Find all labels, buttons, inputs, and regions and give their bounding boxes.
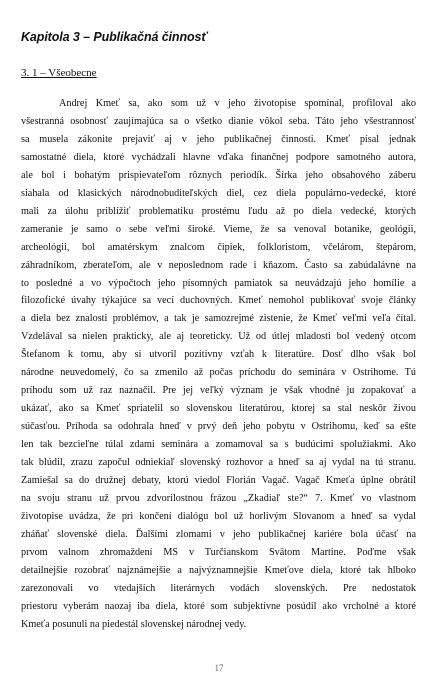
body-text: [21, 95, 416, 634]
text-line: súčasťou. Príhoda sa odohrala hneď v prvý deň jeho pobytu v Ostrihomu, keď sa ešte: [21, 421, 416, 433]
text-line: samostatné diela, ktoré vychádzali hlavne vďaka finančnej podpore samotného autora,: [21, 151, 416, 163]
chapter-title: Kapitola 3 – Publikačná činnosť: [21, 30, 208, 44]
page-number: 17: [214, 663, 224, 673]
text-line: národne neuvedomelý, čo sa zmenilo až počas príchodu do seminára v Ostrihome. Tú: [21, 367, 416, 379]
text-line: Zamiešal sa do družnej debaty, ktorú viedol Florián Vagač. Vagač Kmeťa úplne obrátil: [21, 475, 416, 487]
text-line: Vzdelával sa nielen prakticky, ale aj teoreticky. Už od útlej mladosti bol vedený otcom: [21, 331, 416, 343]
text-line: Štefanom k tomu, aby si utvoril pozitívny vzťah k literatúre. Dosť dlho však bol: [21, 349, 416, 361]
text-line: Andrej Kmeť sa, ako som už v jeho životopise spomínal, profiloval ako: [59, 98, 416, 109]
text-line: to posledné a vo výpočtoch jeho písomných pamiatok sa neuvádzajú jeho homílie a: [21, 277, 416, 289]
text-line: zarezonovali vo vtedajších literárnych vodách slovenských. Pre nedostatok: [21, 582, 416, 594]
text-line: zameranie je samo o sebe veľmi široké. Vieme, že sa venoval botanike, geológii,: [21, 223, 416, 235]
text-line: detailnejšie rozobrať najznámejšie a najvýznamnejšie Kmeťove diela, ktoré tak hlboko: [21, 564, 416, 576]
text-line: a diela bez znalosti problémov, a tak je samozrejmé zistenie, že Kmeť veľmi veľa čítal.: [21, 313, 416, 325]
section-title: 3. 1 – Všeobecne: [21, 67, 97, 79]
text-line: siahala od klasických národnobuditeľských diel, cez diela populárno-vedecké, ktoré: [21, 187, 416, 199]
text-line: len tak bezcieľne túlal zdami seminára a zomamoval sa s budúcimi spolužiakmi. Ako: [21, 439, 416, 451]
text-line: filozofické úvahy týkajúce sa vecí duchovných. Kmeť nemohol publikovať svoje články: [21, 295, 416, 307]
text-line: príhodu som už raz naznačil. Pre jej veľký význam je však vhodné ju zopakovať a: [21, 385, 416, 397]
text-line: na svoju stranu už prvou zdvorilostnou frázou „Zkadiaľ ste?“ 7. Kmeť vo vlastnom: [21, 492, 416, 504]
text-line: ale bol i bohatým prispievateľom rôznych periodík. Šírka jeho obsahového záberu: [21, 169, 416, 181]
text-line: ukázať, ako sa Kmeť spriatelil so slovenskou literatúrou, ktorej sa stal neskôr živou: [21, 403, 416, 415]
text-line: mali za úlohu priblížiť problematiku prostému ľudu až po diela vedecké, ktorých: [21, 205, 416, 217]
text-line: priestoru vyberám naozaj iba diela, ktoré som subjektívne posúdil ako vrcholné a ktoré: [21, 600, 416, 612]
text-line: archeológii, bol amatérskym znalcom čipiek, folkloristom, včelárom, štepárom,: [21, 241, 416, 253]
text-line: sa musela zákonite prejaviť aj v jeho publikačnej činnosti. Kmeť písal jednak: [21, 133, 416, 145]
text-line: záhradníkom, zberateľom, ale v neposlednom rade i kňazom. Často sa zabúdalávne na: [21, 259, 416, 271]
text-line: tak blúdil, zrazu započul odniekiaľ slovenský rozhovor a hneď sa aj vydal na tú stranu.: [21, 457, 416, 469]
text-line: všestranná osobnosť zaujímajúca sa o všetko dianie vôkol seba. Táto jeho všestrannosť: [21, 115, 416, 127]
text-line: Kmeťa posunuli na piedestál slovenskej národnej vedy.: [21, 618, 247, 630]
text-line: životopise uvádza, že pri končení dialógu bol už horlivým Slovanom a hneď sa vydal: [21, 510, 416, 522]
text-line: prvom valnom zhromaždení MS v Turčianskom Svätom Martine. Poďme však: [21, 546, 416, 558]
text-line: zháňať slovenské diela. Ďalšími zlomami v jeho publikačnej kariére bola účasť na: [21, 528, 416, 540]
